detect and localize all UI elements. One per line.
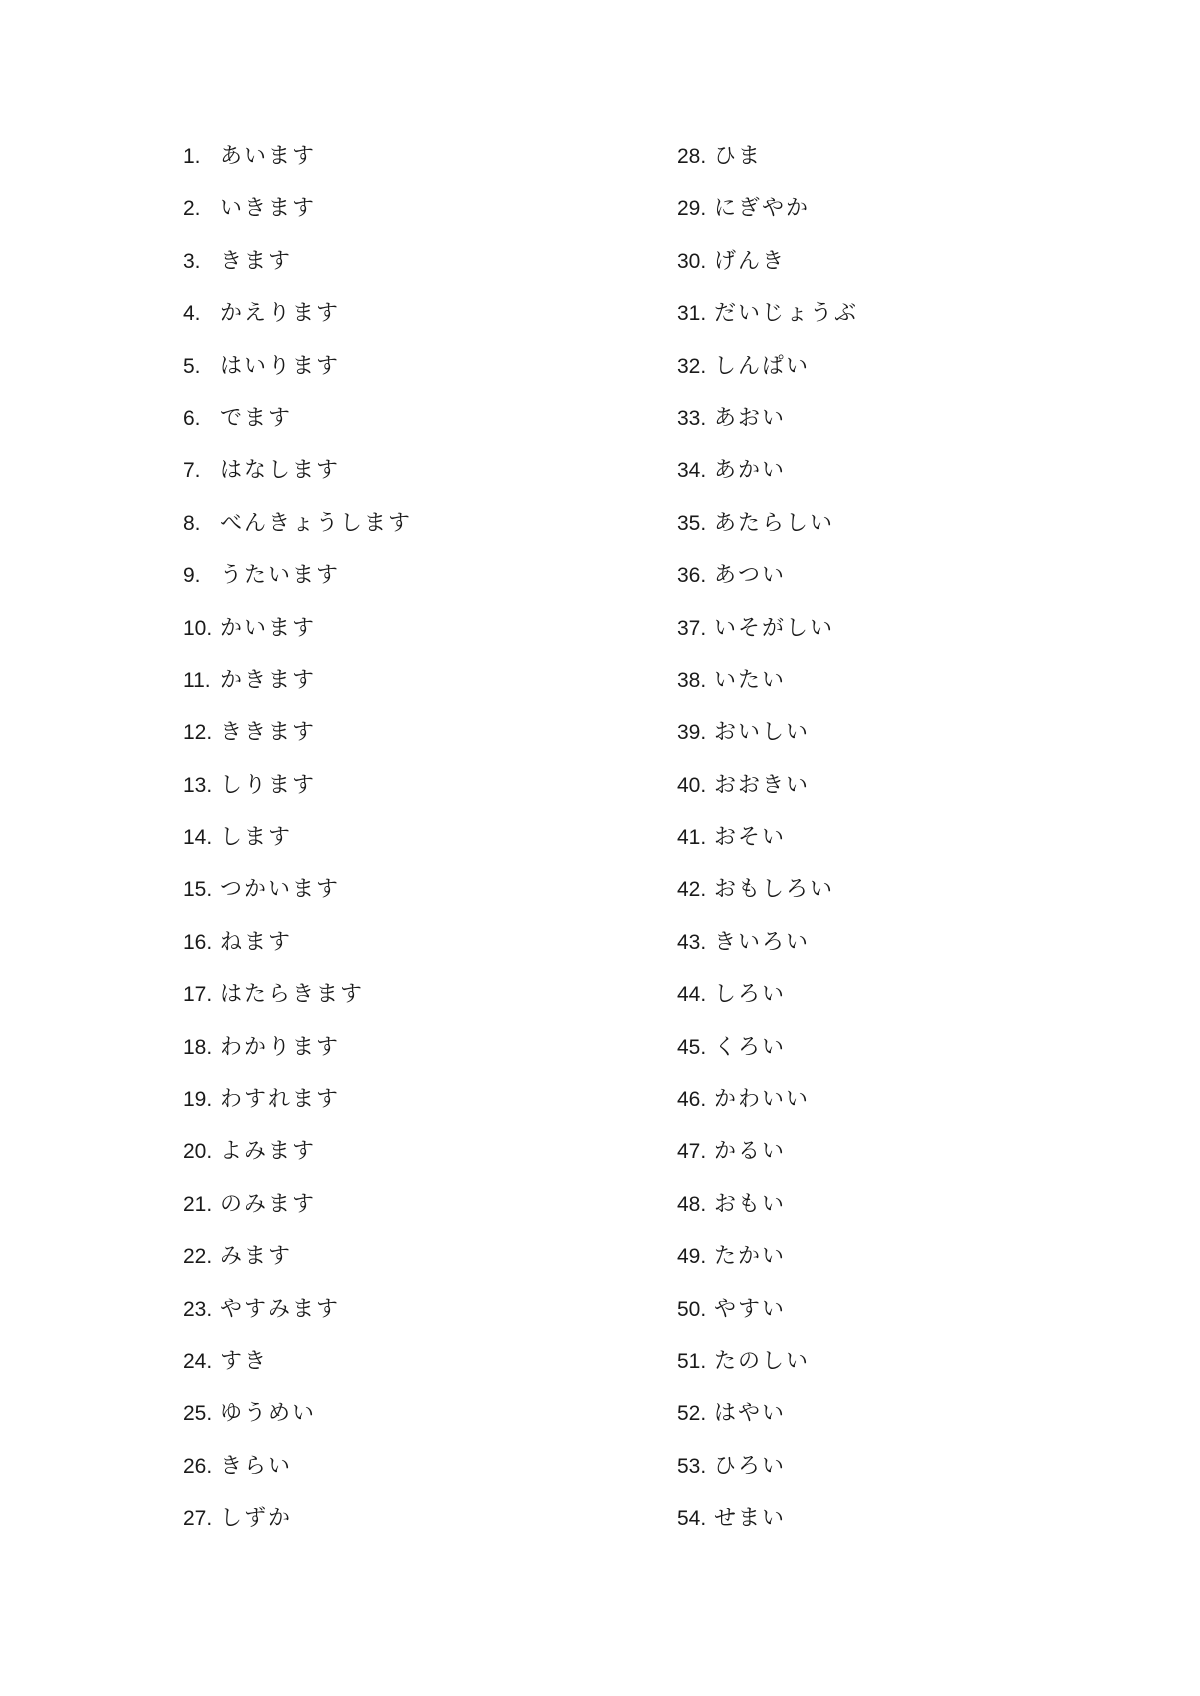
item-word: ひろい [714, 1453, 787, 1479]
list-item [677, 929, 858, 981]
list-item [183, 300, 412, 352]
item-word: わすれます [220, 1087, 341, 1113]
item-word: たのしい [714, 1348, 811, 1374]
item-word: あいます [220, 144, 317, 169]
item-number: 19. [183, 1088, 213, 1112]
item-number: 30. [677, 249, 707, 273]
item-word: あおい [714, 405, 787, 431]
item-word: しろい [714, 982, 787, 1008]
item-word: ききます [220, 720, 317, 746]
item-number: 8. [183, 511, 201, 535]
list-item [677, 772, 858, 824]
item-word: つかいます [220, 877, 341, 903]
list-item [183, 929, 412, 981]
list-item [183, 1296, 412, 1348]
item-number: 51. [677, 1349, 707, 1373]
item-word: でます [220, 405, 293, 431]
list-item [183, 876, 412, 928]
item-number: 1. [183, 145, 201, 168]
item-number: 40. [677, 773, 707, 797]
list-item [183, 353, 412, 405]
item-number: 42. [677, 878, 707, 902]
item-number: 49. [677, 1245, 707, 1269]
list-item [677, 1505, 858, 1557]
item-number: 9. [183, 564, 201, 588]
list-item [677, 300, 858, 352]
list-item [677, 719, 858, 771]
item-word: たかい [714, 1244, 787, 1270]
item-number: 2. [183, 197, 201, 221]
item-word: おそい [714, 825, 787, 851]
item-number: 22. [183, 1245, 213, 1269]
item-word: わかります [220, 1034, 341, 1060]
item-word: かるい [714, 1139, 787, 1165]
list-item [183, 615, 412, 667]
list-item [183, 143, 412, 195]
item-word: いたい [714, 667, 787, 693]
item-number: 47. [677, 1140, 707, 1164]
item-word: はたらきます [220, 982, 365, 1008]
item-word: します [220, 825, 293, 851]
item-word: よみます [220, 1139, 317, 1165]
item-word: かきます [220, 667, 317, 693]
list-item [183, 719, 412, 771]
item-word: だいじょうぶ [714, 301, 859, 327]
item-word: げんき [714, 248, 787, 274]
item-word: しんぱい [714, 353, 811, 379]
list-item [183, 1400, 412, 1452]
item-word: はいります [220, 353, 341, 379]
item-word: うたいます [220, 563, 341, 589]
item-number: 31. [677, 302, 707, 326]
list-item [677, 1086, 858, 1138]
item-number: 24. [183, 1349, 213, 1373]
list-item [677, 405, 858, 457]
list-item [677, 1400, 858, 1452]
item-number: 15. [183, 878, 213, 902]
list-item [183, 1505, 412, 1557]
item-number: 14. [183, 826, 213, 850]
item-number: 52. [677, 1402, 707, 1426]
right-word-list [677, 143, 858, 1558]
item-word: やすみます [220, 1296, 341, 1322]
item-word: ゆうめい [220, 1401, 317, 1427]
item-word: あかい [714, 458, 787, 484]
list-item [677, 1296, 858, 1348]
list-item [183, 195, 412, 247]
list-item [183, 1191, 412, 1243]
list-item [183, 667, 412, 719]
item-word: くろい [714, 1034, 787, 1060]
item-number: 44. [677, 983, 707, 1007]
item-word: きらい [220, 1453, 293, 1479]
item-number: 18. [183, 1035, 213, 1059]
item-number: 43. [677, 930, 707, 954]
list-item [677, 353, 858, 405]
item-word: はやい [714, 1401, 787, 1427]
item-word: おもしろい [714, 877, 835, 903]
item-number: 26. [183, 1454, 213, 1478]
list-item [183, 457, 412, 509]
item-word: すき [220, 1348, 269, 1374]
item-word: ねます [220, 929, 293, 955]
item-word: きます [220, 248, 293, 274]
list-item [183, 248, 412, 300]
item-number: 29. [677, 197, 707, 221]
list-item [183, 1348, 412, 1400]
item-number: 16. [183, 930, 213, 954]
item-word: おもい [714, 1191, 787, 1217]
item-number: 45. [677, 1035, 707, 1059]
item-number: 7. [183, 459, 201, 483]
item-number: 12. [183, 721, 213, 745]
item-number: 37. [677, 616, 707, 640]
item-number: 36. [677, 564, 707, 588]
item-word: にぎやか [714, 196, 811, 222]
list-item [183, 1034, 412, 1086]
list-item [677, 1034, 858, 1086]
item-number: 23. [183, 1297, 213, 1321]
item-number: 33. [677, 406, 707, 430]
list-item [677, 615, 858, 667]
item-number: 32. [677, 354, 707, 378]
item-number: 48. [677, 1192, 707, 1216]
item-word: かえります [220, 301, 341, 327]
list-item [183, 772, 412, 824]
list-item [183, 1453, 412, 1505]
item-number: 20. [183, 1140, 213, 1164]
item-word: あたらしい [714, 510, 835, 536]
item-number: 46. [677, 1088, 707, 1112]
item-word: おいしい [714, 720, 811, 746]
list-item [677, 248, 858, 300]
item-word: のみます [220, 1191, 317, 1217]
list-item [677, 143, 858, 195]
item-number: 11. [183, 668, 211, 692]
item-number: 53. [677, 1454, 707, 1478]
list-item [677, 1243, 858, 1295]
item-number: 38. [677, 668, 707, 692]
item-number: 34. [677, 459, 707, 483]
item-number: 41. [677, 826, 707, 850]
item-number: 13. [183, 773, 213, 797]
item-word: きいろい [714, 929, 811, 955]
list-item [183, 510, 412, 562]
item-number: 50. [677, 1297, 707, 1321]
list-item [677, 667, 858, 719]
list-item [183, 981, 412, 1033]
item-number: 3. [183, 249, 201, 273]
list-item [677, 1348, 858, 1400]
item-word: やすい [714, 1296, 787, 1322]
item-number: 21. [183, 1192, 213, 1216]
item-word: みます [220, 1244, 293, 1270]
list-item [677, 195, 858, 247]
item-word: しります [220, 772, 317, 798]
list-item [677, 824, 858, 876]
item-number: 39. [677, 721, 707, 745]
list-item [183, 562, 412, 614]
list-item [183, 1086, 412, 1138]
item-word: いきます [220, 196, 317, 222]
item-number: 10. [183, 616, 213, 640]
list-item [677, 1191, 858, 1243]
list-item [183, 1138, 412, 1190]
list-item [183, 824, 412, 876]
list-item [677, 562, 858, 614]
item-word: おおきい [714, 772, 811, 798]
item-word: しずか [220, 1506, 293, 1532]
list-item [677, 510, 858, 562]
list-item [183, 405, 412, 457]
list-item [677, 981, 858, 1033]
item-number: 6. [183, 406, 201, 430]
list-item [677, 876, 858, 928]
item-number: 5. [183, 354, 201, 378]
item-word: かわいい [714, 1087, 811, 1113]
item-word: いそがしい [714, 615, 835, 641]
list-item [677, 1138, 858, 1190]
list-item [183, 1243, 412, 1295]
list-item [677, 457, 858, 509]
item-number: 25. [183, 1402, 213, 1426]
item-word: はなします [220, 458, 341, 484]
item-word: かいます [220, 615, 317, 641]
item-number: 35. [677, 511, 707, 535]
item-number: 17. [183, 983, 213, 1007]
item-word: せまい [714, 1506, 787, 1532]
item-number: 27. [183, 1507, 213, 1531]
item-number: 4. [183, 302, 201, 326]
item-number: 28. [677, 145, 707, 168]
item-number: 54. [677, 1507, 707, 1531]
left-word-list [183, 143, 412, 1558]
item-word: ひま [714, 144, 763, 169]
list-item [677, 1453, 858, 1505]
item-word: あつい [714, 563, 787, 589]
item-word: べんきょうします [220, 510, 413, 536]
